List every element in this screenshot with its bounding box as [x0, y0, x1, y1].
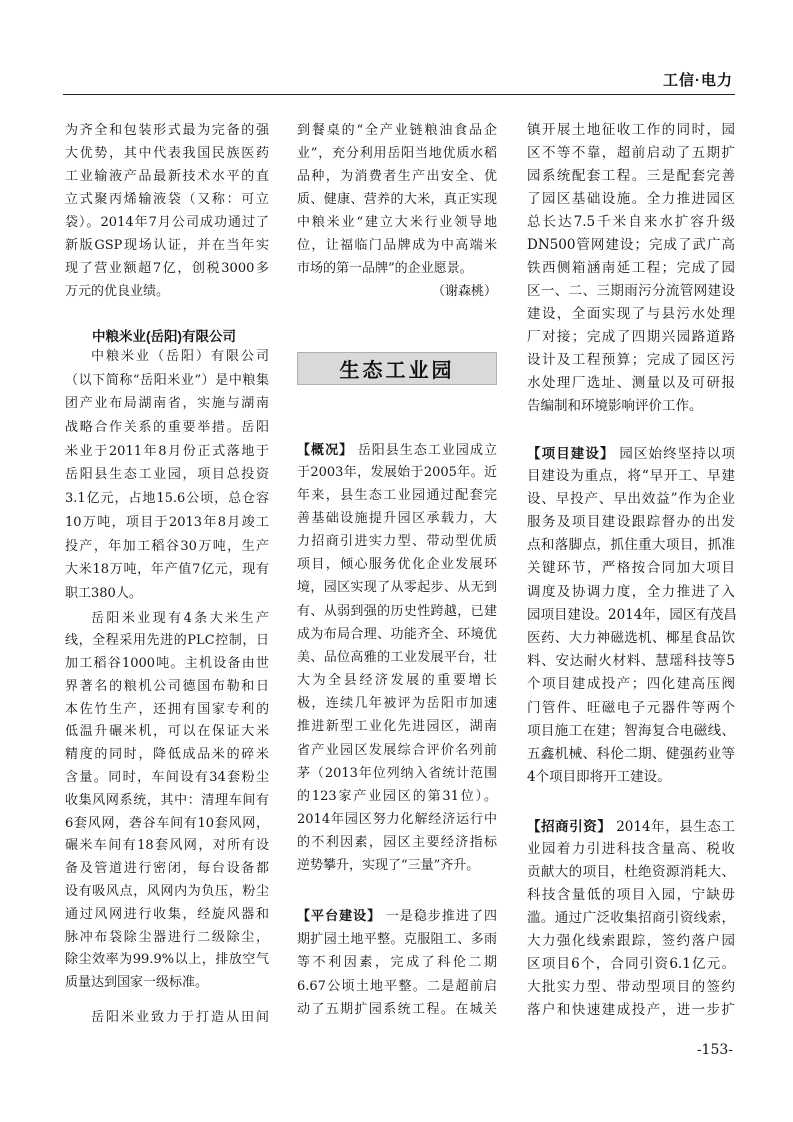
- paragraph: [65, 608, 269, 996]
- text-line: 厂对接；完成了四期兴园路道路: [527, 328, 735, 345]
- page-number: -153-: [696, 1042, 733, 1058]
- text-line: 告编制和环境影响评价工作。: [527, 397, 703, 414]
- text-line: 园项目建设。2014年，园区有茂昌: [527, 606, 737, 623]
- text-line: 美、品位高雅的工业发展平台，壮: [297, 649, 497, 665]
- entry-projects: [527, 442, 735, 790]
- text-line: 业园着力引进科技含量高、税收: [527, 840, 735, 857]
- text-line: 设有吸风点，风网内为负压，粉尘: [65, 884, 269, 900]
- text-line: 境，园区实现了从零起步、从无到: [297, 580, 497, 596]
- text-line: 低温升碾米机，可以在保证大米: [65, 724, 269, 740]
- text-line: 区项目6个，合同引资6.1亿元。: [527, 955, 735, 972]
- text-line: 建设，全面实现了与县污水处理: [527, 305, 735, 322]
- text-line: 设计及工程预算；完成了园区污: [527, 351, 735, 368]
- text-line: 质、健康、营养的大米，真正实现: [297, 191, 497, 207]
- text-line: 线，全程采用先进的PLC控制，日: [65, 633, 269, 649]
- text-line: 质量达到国家一级标准。: [65, 975, 209, 991]
- text-line: 大为全县经济发展的重要增长: [297, 673, 497, 689]
- running-head: 工信·电力: [663, 72, 733, 89]
- text-line: 设、早投产、早出效益”作为企业: [527, 490, 735, 507]
- entry-label: 【招商引资】: [527, 818, 612, 834]
- text-line: 除尘效率为99.9%以上，排放空气: [65, 952, 269, 968]
- paragraph-continued: [527, 119, 735, 418]
- text-line: 加工稻谷1000吨。主机设备由世: [65, 656, 269, 672]
- text-line: 年来，县生态工业园通过配套完: [297, 487, 497, 503]
- text-line: 水处理厂选址、测量以及可研报: [527, 374, 735, 391]
- text-line: 了园区基础设施。全力推进园区: [527, 190, 735, 207]
- text-line: 通过风网进行收集，经旋风器和: [65, 906, 269, 922]
- text-line: 市场的第一品牌”的企业愿景。: [297, 260, 473, 276]
- text-line: 区不等不靠，超前启动了五期扩: [527, 144, 735, 161]
- section-title-box: [297, 352, 497, 385]
- text-line: 的123家产业园区的第31位）。: [297, 788, 497, 804]
- author-credit: （谢森桃）: [431, 283, 497, 299]
- text-line: 到餐桌的“全产业链粮油食品企: [297, 122, 497, 138]
- text-line: 服务及项目建设跟踪督办的出发: [527, 514, 735, 531]
- text-line: DN500管网建设；完成了武广高: [527, 236, 735, 253]
- text-line: 五鑫机械、科伦二期、健强药业等: [527, 745, 735, 762]
- column-1: [65, 0, 269, 1122]
- text-line: 含量。同时，车间设有34套粉尘: [65, 770, 269, 786]
- text-line: 项目施工在建；智海复合电磁线、: [527, 722, 735, 739]
- text-run: 2014年，县生态工: [616, 818, 736, 835]
- text-line: 总长达7.5千米自来水扩容升级: [527, 213, 735, 230]
- entry-label: 【平台建设】: [297, 908, 382, 923]
- text-line: 大米18万吨，年产值7亿元，现有: [65, 562, 269, 578]
- text-line: 精度的同时，降低成品米的碎米: [65, 747, 269, 763]
- text-line: 科技含量低的项目入园，宁缺毋: [527, 886, 735, 903]
- column-2: [297, 0, 497, 1122]
- text-line: 6.67公顷土地平整。二是超前启: [297, 978, 497, 994]
- text-line: 成为布局合理、功能齐全、环境优: [297, 626, 497, 642]
- text-line: 袋）。2014年7月公司成功通过了: [65, 214, 269, 230]
- text-line: 大力强化线索跟踪，签约落户园: [527, 932, 735, 949]
- text-line: 投产，年加工稻谷30万吨，生产: [65, 538, 269, 554]
- entry-overview: [297, 438, 497, 878]
- text-line: 逆势攀升，实现了“三量”齐升。: [297, 858, 480, 874]
- text-line: 茅（2013年位列纳入省统计范围: [297, 765, 497, 781]
- text-line: [527, 815, 735, 838]
- text-line: 中粮米业“建立大米行业领导地: [297, 214, 497, 230]
- text-line: 于2003年，发展始于2005年。近: [297, 464, 497, 480]
- text-line: 点和落脚点，抓住重大项目，抓准: [527, 537, 735, 554]
- paragraph: [65, 345, 269, 606]
- text-line: 力招商引进实力型、带动型优质: [297, 534, 497, 550]
- paragraph-continued: [65, 119, 269, 303]
- text-line: [297, 904, 497, 928]
- text-line: 收集风网系统，其中：清理车间有: [65, 792, 269, 808]
- text-line: 有、从弱到强的历史性跨越，已建: [297, 603, 497, 619]
- text-line: 团产业布局湖南省，实施与湖南: [65, 396, 269, 412]
- text-line: 善基础设施提升园区承载力，大: [297, 510, 497, 526]
- text-line: 脉冲布袋除尘器进行二级除尘，: [65, 929, 269, 945]
- text-line: 本佐竹生产，还拥有国家专利的: [65, 701, 269, 717]
- text-line: [527, 442, 735, 465]
- text-line: 立式聚丙烯输液袋（又称：可立: [65, 191, 269, 207]
- company-heading: 中粮米业(岳阳)有限公司: [92, 328, 236, 344]
- text-line: 万元的优良业绩。: [65, 283, 170, 299]
- text-line: 项目，倾心服务优化企业发展环: [297, 557, 497, 573]
- text-line: 4个项目即将开工建设。: [527, 769, 671, 786]
- text-line: 料、安达耐火材料、慧瑶科技等5: [527, 653, 735, 670]
- text-line: 期扩园土地平整。克服阻工、多雨: [297, 931, 497, 947]
- text-line: 等不利因素，完成了科伦二期: [297, 955, 497, 970]
- text-line: 品种，为消费者生产出安全、优: [297, 168, 497, 184]
- text-run: 一是稳步推进了四: [385, 909, 497, 924]
- text-line: 位，让福临门品牌成为中高端米: [297, 237, 497, 253]
- text-line: 园系统配套工程。三是配套完善: [527, 167, 735, 184]
- text-line: 岳阳米业致力于打造从田间: [91, 1009, 269, 1025]
- text-line: 中粮米业（岳阳）有限公司: [91, 349, 269, 364]
- section-title: 生态工业园: [339, 358, 455, 382]
- text-line: 医药、大力神磁选机、椰星食品饮: [527, 630, 735, 646]
- text-line: 工业输液产品最新技术水平的直: [65, 168, 269, 184]
- text-line: 关键环节，严格按合同加大项目: [527, 560, 735, 577]
- text-line: 业”，充分利用岳阳当地优质水稻: [297, 145, 497, 161]
- text-line: 贡献大的项目，杜绝资源消耗大、: [527, 863, 735, 880]
- entry-label: 【项目建设】: [527, 445, 615, 461]
- paragraph-continued: [297, 119, 497, 280]
- entry-investment: [527, 815, 735, 1022]
- text-line: 为齐全和包装形式最为完备的强: [65, 122, 269, 138]
- text-line: 界著名的粮机公司德国布勒和日: [65, 678, 269, 694]
- text-line: 3.1亿元，占地15.6公顷，总仓容: [65, 491, 269, 507]
- entry-platform: [297, 904, 497, 1022]
- text-line: 大优势，其中代表我国民族医药: [65, 145, 269, 161]
- entry-label: 【概况】: [297, 441, 354, 457]
- text-line: 现了营业额超7亿，创税3000多: [65, 260, 269, 276]
- text-line: 职工380人。: [65, 585, 142, 601]
- text-line: 铁西侧箱涵南延工程；完成了园: [527, 259, 735, 276]
- text-line: 岳阳县生态工业园，项目总投资: [65, 467, 269, 483]
- text-line: 备及管道进行密闭，每台设备都: [65, 861, 269, 877]
- text-line: 新版GSP现场认证，并在当年实: [65, 237, 269, 253]
- text-line: [297, 438, 497, 461]
- text-line: 目建设为重点，将“早开工、早建: [527, 467, 735, 484]
- text-line: 个项目建成投产；四化建高压阀: [527, 676, 735, 693]
- text-line: 战略合作关系的重要举措。岳阳: [65, 420, 269, 436]
- text-line: 岳阳米业现有4条大米生产: [91, 610, 269, 626]
- text-line: 省产业园区发展综合评价名列前: [297, 742, 497, 758]
- text-run: 园区始终坚持以项: [619, 445, 736, 462]
- text-line: 2014年园区努力化解经济运行中: [297, 812, 497, 827]
- text-line: 区一、二、三期雨污分流管网建设: [527, 282, 735, 299]
- text-line: 的不利因素，园区主要经济指标: [297, 835, 497, 851]
- text-run: 岳阳县生态工业园成立: [357, 442, 497, 458]
- text-line: 动了五期扩园系统工程。在城关: [297, 1002, 497, 1017]
- text-line: （以下简称“岳阳米业”）是中粮集: [65, 372, 269, 388]
- text-line: 极，连续几年被评为岳阳市加速: [297, 696, 497, 712]
- text-line: 碾米车间有18套风网，对所有设: [65, 838, 269, 854]
- text-line: 推进新型工业化先进园区，湖南: [297, 719, 497, 735]
- text-line: 大批实力型、带动型项目的签约: [527, 978, 735, 995]
- text-line: 镇开展土地征收工作的同时，园: [527, 121, 735, 138]
- text-line: 门管件、旺磁电子元器件等两个: [527, 699, 735, 716]
- text-line: 10万吨，项目于2013年8月竣工: [65, 514, 269, 530]
- text-line: 落户和快速建成投产，进一步扩: [527, 1001, 735, 1018]
- paragraph: [65, 1006, 269, 1029]
- text-line: 6套风网，砻谷车间有10套风网，: [65, 815, 269, 831]
- text-line: 米业于2011年8月份正式落地于: [65, 443, 269, 459]
- text-line: 滥。通过广泛收集招商引资线索，: [527, 909, 735, 926]
- column-3: [527, 0, 735, 1122]
- text-line: 调度及协调力度，全力推进了入: [527, 583, 735, 600]
